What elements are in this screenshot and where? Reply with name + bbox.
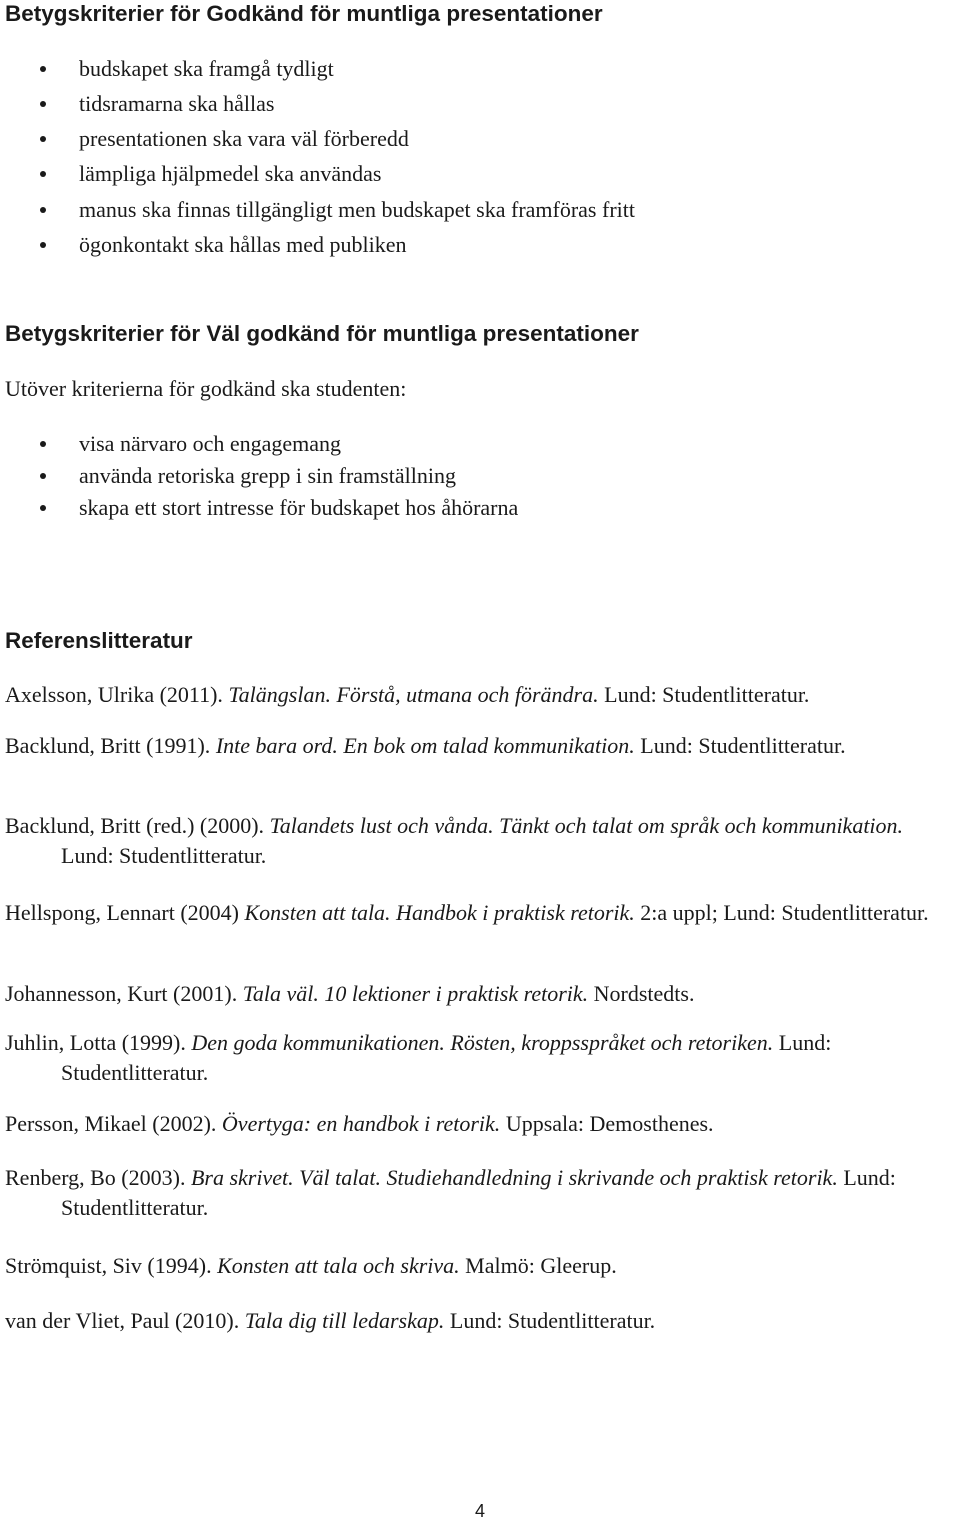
page-number: 4: [474, 1501, 485, 1521]
reference-entry: Backlund, Britt (1991). Inte bara ord. En bok om talad kommunikation. Lund: Studentlitteratur.: [5, 733, 846, 758]
list-item: budskapet ska framgå tydligt: [0, 55, 635, 90]
reference-entry: Renberg, Bo (2003). Bra skrivet. Väl talat. Studiehandledning i skrivande och praktisk retorik. Lund: Studentlitteratur.: [5, 1165, 896, 1220]
heading-val-godkand: Betygskriterier för Väl godkänd för muntliga presentationer: [5, 321, 639, 346]
list-item: använda retoriska grepp i sin framställning: [0, 462, 518, 494]
list-item: visa närvaro och engagemang: [0, 430, 518, 462]
bullet-icon: [40, 101, 46, 107]
bullet-icon: [40, 473, 46, 479]
criteria-intro: Utöver kriterierna för godkänd ska studenten:: [5, 376, 407, 401]
bullet-icon: [40, 66, 46, 72]
criteria-list-val-godkand: [0, 430, 518, 526]
bullet-icon: [40, 171, 46, 177]
reference-entry: Juhlin, Lotta (1999). Den goda kommunikationen. Rösten, kroppsspråket och retoriken. Lund: Studentlitteratur.: [5, 1030, 832, 1085]
list-item: manus ska finnas tillgängligt men budskapet ska framföras fritt: [0, 196, 635, 231]
reference-entry: Strömquist, Siv (1994). Konsten att tala och skriva. Malmö: Gleerup.: [5, 1253, 617, 1278]
list-item: skapa ett stort intresse för budskapet hos åhörarna: [0, 494, 518, 526]
list-item: tidsramarna ska hållas: [0, 90, 635, 125]
bullet-icon: [40, 441, 46, 447]
list-item: ögonkontakt ska hållas med publiken: [0, 231, 635, 266]
bullet-icon: [40, 136, 46, 142]
heading-references: Referenslitteratur: [5, 628, 193, 653]
bullet-icon: [40, 242, 46, 248]
reference-entry: Persson, Mikael (2002). Övertyga: en handbok i retorik. Uppsala: Demosthenes.: [5, 1111, 714, 1136]
bullet-icon: [40, 505, 46, 511]
list-item: lämpliga hjälpmedel ska användas: [0, 160, 635, 196]
criteria-list-godkand: [0, 55, 635, 266]
reference-entry: van der Vliet, Paul (2010). Tala dig till ledarskap. Lund: Studentlitteratur.: [5, 1308, 656, 1333]
reference-entry: Axelsson, Ulrika (2011). Talängslan. Förstå, utmana och förändra. Lund: Studentlitteratur.: [5, 682, 810, 707]
reference-entry: Hellspong, Lennart (2004) Konsten att tala. Handbok i praktisk retorik. 2:a uppl; Lund: Studentlitteratur.: [5, 900, 929, 925]
reference-entry: Backlund, Britt (red.) (2000). Talandets lust och vånda. Tänkt och talat om språk och kommunikation. Lund: Studentlitteratur.: [5, 813, 904, 868]
list-item: presentationen ska vara väl förberedd: [0, 125, 635, 160]
bullet-icon: [40, 207, 46, 213]
reference-entry: Johannesson, Kurt (2001). Tala väl. 10 lektioner i praktisk retorik. Nordstedts.: [5, 981, 695, 1006]
heading-godkand: Betygskriterier för Godkänd för muntliga presentationer: [5, 1, 603, 26]
